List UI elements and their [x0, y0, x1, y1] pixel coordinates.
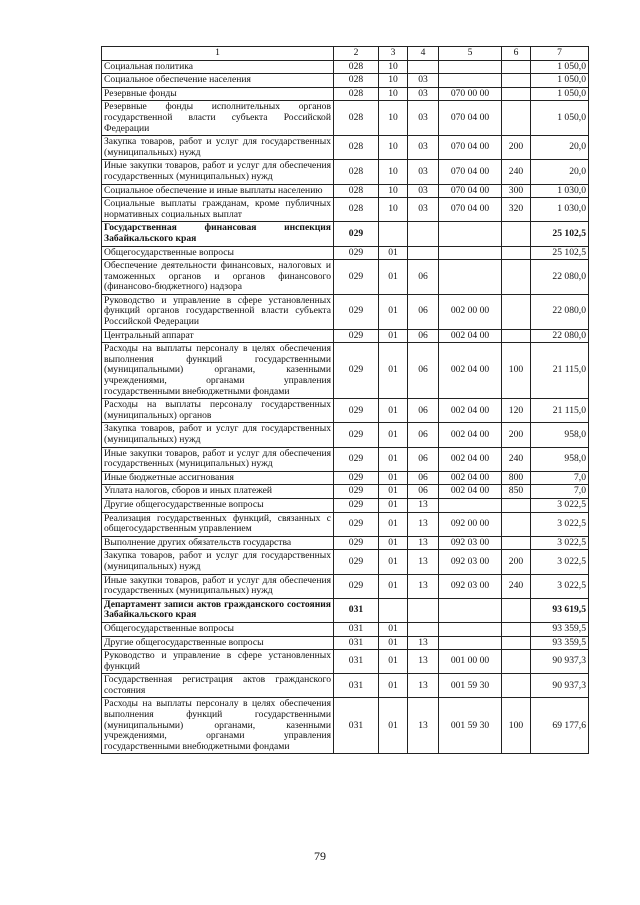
row-section-code: 10 — [379, 198, 408, 222]
row-expense-type-code — [502, 674, 531, 698]
row-target-code: 002 04 00 — [439, 343, 502, 399]
row-item-name: Расходы на выплаты персоналу в целях обеспечения выполнения функций государственными (муниципальными) органами, казенными учреждениями, органами управления государственными внебюджетными фондами — [102, 343, 334, 399]
row-section-code: 01 — [379, 536, 408, 550]
table-row — [102, 512, 589, 536]
row-subsection-code — [408, 222, 439, 246]
row-expense-type-code: 240 — [502, 447, 531, 471]
row-target-code: 070 04 00 — [439, 160, 502, 184]
row-expense-type-code — [502, 498, 531, 512]
row-ministry-code: 028 — [334, 184, 379, 198]
row-ministry-code: 031 — [334, 650, 379, 674]
row-ministry-code: 028 — [334, 74, 379, 88]
row-item-name: Иные бюджетные ассигнования — [102, 471, 334, 485]
row-expense-type-code — [502, 101, 531, 136]
row-target-code: 001 59 30 — [439, 674, 502, 698]
row-ministry-code: 031 — [334, 674, 379, 698]
page-number: 79 — [314, 849, 326, 863]
row-ministry-code: 028 — [334, 198, 379, 222]
row-amount: 90 937,3 — [531, 650, 589, 674]
table-row — [102, 184, 589, 198]
row-expense-type-code — [502, 74, 531, 88]
row-subsection-code: 13 — [408, 574, 439, 598]
row-item-name: Государственная регистрация актов гражданского состояния — [102, 674, 334, 698]
table-row — [102, 160, 589, 184]
header-cell-2: 2 — [334, 47, 379, 61]
row-amount: 958,0 — [531, 447, 589, 471]
row-target-code: 092 03 00 — [439, 536, 502, 550]
row-subsection-code: 06 — [408, 471, 439, 485]
row-expense-type-code — [502, 222, 531, 246]
row-section-code: 10 — [379, 74, 408, 88]
row-section-code: 10 — [379, 136, 408, 160]
row-section-code: 01 — [379, 246, 408, 260]
row-subsection-code: 06 — [408, 294, 439, 329]
row-ministry-code: 028 — [334, 136, 379, 160]
row-item-name: Государственная финансовая инспекция Забайкальского края — [102, 222, 334, 246]
row-target-code — [439, 498, 502, 512]
row-section-code: 10 — [379, 101, 408, 136]
row-target-code — [439, 636, 502, 650]
row-subsection-code: 13 — [408, 674, 439, 698]
row-expense-type-code — [502, 294, 531, 329]
row-target-code: 070 00 00 — [439, 87, 502, 101]
row-target-code: 002 04 00 — [439, 329, 502, 343]
row-expense-type-code — [502, 512, 531, 536]
table-row — [102, 498, 589, 512]
row-amount: 1 030,0 — [531, 184, 589, 198]
row-target-code: 002 04 00 — [439, 423, 502, 447]
row-subsection-code: 13 — [408, 550, 439, 574]
row-ministry-code: 029 — [334, 536, 379, 550]
row-expense-type-code — [502, 650, 531, 674]
row-target-code — [439, 74, 502, 88]
row-target-code — [439, 260, 502, 295]
row-section-code: 01 — [379, 447, 408, 471]
table-row — [102, 536, 589, 550]
row-ministry-code: 029 — [334, 294, 379, 329]
row-amount: 1 050,0 — [531, 101, 589, 136]
table-row — [102, 574, 589, 598]
header-cell-7: 7 — [531, 47, 589, 61]
row-target-code: 092 03 00 — [439, 550, 502, 574]
row-subsection-code: 13 — [408, 636, 439, 650]
row-item-name: Обеспечение деятельности финансовых, налоговых и таможенных органов и органов финансового (финансово-бюджетного) надзора — [102, 260, 334, 295]
row-section-code: 01 — [379, 550, 408, 574]
row-expense-type-code: 240 — [502, 160, 531, 184]
header-cell-3: 3 — [379, 47, 408, 61]
row-expense-type-code — [502, 598, 531, 622]
row-section-code: 10 — [379, 184, 408, 198]
row-ministry-code: 031 — [334, 598, 379, 622]
row-amount: 3 022,5 — [531, 574, 589, 598]
row-item-name: Социальное обеспечение населения — [102, 74, 334, 88]
row-ministry-code: 029 — [334, 550, 379, 574]
row-amount: 93 359,5 — [531, 636, 589, 650]
row-section-code: 01 — [379, 343, 408, 399]
row-target-code — [439, 222, 502, 246]
table-body — [102, 47, 589, 754]
row-amount: 25 102,5 — [531, 246, 589, 260]
row-expense-type-code: 100 — [502, 343, 531, 399]
row-amount: 25 102,5 — [531, 222, 589, 246]
table-row — [102, 622, 589, 636]
row-expense-type-code: 320 — [502, 198, 531, 222]
table-row — [102, 329, 589, 343]
row-section-code: 10 — [379, 160, 408, 184]
header-cell-6: 6 — [502, 47, 531, 61]
header-cell-1: 1 — [102, 47, 334, 61]
row-subsection-code — [408, 60, 439, 74]
row-subsection-code: 13 — [408, 498, 439, 512]
row-subsection-code: 13 — [408, 650, 439, 674]
table-row — [102, 423, 589, 447]
row-expense-type-code: 100 — [502, 698, 531, 754]
row-expense-type-code — [502, 622, 531, 636]
row-item-name: Выполнение других обязательств государства — [102, 536, 334, 550]
row-item-name: Руководство и управление в сфере установленных функций органов государственной власти субъекта Российской Федерации — [102, 294, 334, 329]
row-amount: 20,0 — [531, 136, 589, 160]
row-section-code: 01 — [379, 498, 408, 512]
row-amount: 3 022,5 — [531, 550, 589, 574]
table-row — [102, 60, 589, 74]
row-subsection-code: 03 — [408, 136, 439, 160]
row-ministry-code: 029 — [334, 399, 379, 423]
row-subsection-code — [408, 598, 439, 622]
table-row — [102, 260, 589, 295]
row-expense-type-code — [502, 60, 531, 74]
row-subsection-code: 06 — [408, 447, 439, 471]
row-expense-type-code: 200 — [502, 423, 531, 447]
row-ministry-code: 029 — [334, 471, 379, 485]
row-target-code: 002 00 00 — [439, 294, 502, 329]
row-section-code: 10 — [379, 60, 408, 74]
row-amount: 7,0 — [531, 471, 589, 485]
header-cell-4: 4 — [408, 47, 439, 61]
row-ministry-code: 029 — [334, 329, 379, 343]
budget-table — [101, 46, 589, 754]
row-section-code: 01 — [379, 698, 408, 754]
table-row — [102, 550, 589, 574]
row-ministry-code: 028 — [334, 160, 379, 184]
row-item-name: Расходы на выплаты персоналу в целях обеспечения выполнения функций государственными (муниципальными) органами, казенными учреждениями, органами управления государственными внебюджетными фондами — [102, 698, 334, 754]
row-expense-type-code: 120 — [502, 399, 531, 423]
row-amount: 22 080,0 — [531, 329, 589, 343]
table-row — [102, 222, 589, 246]
table-row — [102, 447, 589, 471]
row-ministry-code: 029 — [334, 222, 379, 246]
row-amount: 7,0 — [531, 485, 589, 499]
row-amount: 1 050,0 — [531, 60, 589, 74]
table-row — [102, 650, 589, 674]
row-item-name: Центральный аппарат — [102, 329, 334, 343]
table-row — [102, 636, 589, 650]
row-section-code: 01 — [379, 471, 408, 485]
row-expense-type-code — [502, 87, 531, 101]
table-row — [102, 246, 589, 260]
row-subsection-code: 03 — [408, 198, 439, 222]
table-row — [102, 674, 589, 698]
row-section-code: 01 — [379, 636, 408, 650]
row-subsection-code: 06 — [408, 423, 439, 447]
row-section-code: 01 — [379, 574, 408, 598]
row-item-name: Руководство и управление в сфере установленных функций — [102, 650, 334, 674]
row-item-name: Социальные выплаты гражданам, кроме публичных нормативных социальных выплат — [102, 198, 334, 222]
row-amount: 20,0 — [531, 160, 589, 184]
row-item-name: Общегосударственные вопросы — [102, 246, 334, 260]
row-amount: 69 177,6 — [531, 698, 589, 754]
row-item-name: Закупка товаров, работ и услуг для государственных (муниципальных) нужд — [102, 136, 334, 160]
table-row — [102, 294, 589, 329]
row-target-code — [439, 598, 502, 622]
row-amount: 90 937,3 — [531, 674, 589, 698]
row-ministry-code: 031 — [334, 636, 379, 650]
row-section-code: 10 — [379, 87, 408, 101]
row-subsection-code: 06 — [408, 343, 439, 399]
table-row — [102, 74, 589, 88]
row-ministry-code: 029 — [334, 498, 379, 512]
table-row — [102, 598, 589, 622]
row-ministry-code: 028 — [334, 60, 379, 74]
row-item-name: Социальная политика — [102, 60, 334, 74]
table-row — [102, 136, 589, 160]
row-item-name: Другие общегосударственные вопросы — [102, 498, 334, 512]
row-section-code: 01 — [379, 260, 408, 295]
row-subsection-code: 03 — [408, 160, 439, 184]
row-expense-type-code — [502, 636, 531, 650]
row-target-code: 070 04 00 — [439, 136, 502, 160]
row-amount: 1 030,0 — [531, 198, 589, 222]
row-target-code: 002 04 00 — [439, 471, 502, 485]
row-item-name: Иные закупки товаров, работ и услуг для обеспечения государственных (муниципальных) нужд — [102, 447, 334, 471]
row-subsection-code — [408, 246, 439, 260]
row-expense-type-code: 300 — [502, 184, 531, 198]
row-expense-type-code — [502, 329, 531, 343]
row-item-name: Закупка товаров, работ и услуг для государственных (муниципальных) нужд — [102, 550, 334, 574]
row-ministry-code: 029 — [334, 574, 379, 598]
row-subsection-code: 06 — [408, 485, 439, 499]
row-subsection-code: 06 — [408, 399, 439, 423]
row-ministry-code: 028 — [334, 87, 379, 101]
row-subsection-code: 13 — [408, 698, 439, 754]
row-item-name: Иные закупки товаров, работ и услуг для обеспечения государственных (муниципальных) нужд — [102, 160, 334, 184]
table-row — [102, 399, 589, 423]
row-section-code: 01 — [379, 650, 408, 674]
row-subsection-code: 03 — [408, 101, 439, 136]
row-amount: 3 022,5 — [531, 536, 589, 550]
row-item-name: Расходы на выплаты персоналу государственных (муниципальных) органов — [102, 399, 334, 423]
row-item-name: Иные закупки товаров, работ и услуг для обеспечения государственных (муниципальных) нужд — [102, 574, 334, 598]
row-ministry-code: 029 — [334, 343, 379, 399]
row-ministry-code: 028 — [334, 101, 379, 136]
row-amount: 21 115,0 — [531, 343, 589, 399]
row-amount: 22 080,0 — [531, 294, 589, 329]
table-row — [102, 87, 589, 101]
row-expense-type-code: 850 — [502, 485, 531, 499]
row-item-name: Другие общегосударственные вопросы — [102, 636, 334, 650]
row-section-code: 01 — [379, 399, 408, 423]
row-item-name: Резервные фонды — [102, 87, 334, 101]
row-item-name: Общегосударственные вопросы — [102, 622, 334, 636]
row-ministry-code: 029 — [334, 485, 379, 499]
row-subsection-code: 03 — [408, 87, 439, 101]
row-ministry-code: 029 — [334, 512, 379, 536]
row-subsection-code: 13 — [408, 512, 439, 536]
row-subsection-code: 06 — [408, 260, 439, 295]
row-item-name: Уплата налогов, сборов и иных платежей — [102, 485, 334, 499]
row-section-code: 01 — [379, 485, 408, 499]
row-expense-type-code — [502, 536, 531, 550]
row-item-name: Резервные фонды исполнительных органов государственной власти субъекта Российской Федерации — [102, 101, 334, 136]
row-section-code: 01 — [379, 423, 408, 447]
row-subsection-code: 06 — [408, 329, 439, 343]
row-amount: 3 022,5 — [531, 512, 589, 536]
row-section-code: 01 — [379, 294, 408, 329]
table-row — [102, 101, 589, 136]
row-expense-type-code: 200 — [502, 136, 531, 160]
row-amount: 21 115,0 — [531, 399, 589, 423]
row-target-code: 092 03 00 — [439, 574, 502, 598]
row-target-code: 001 00 00 — [439, 650, 502, 674]
row-item-name: Закупка товаров, работ и услуг для государственных (муниципальных) нужд — [102, 423, 334, 447]
row-section-code — [379, 222, 408, 246]
row-section-code: 01 — [379, 622, 408, 636]
row-target-code: 070 04 00 — [439, 101, 502, 136]
row-ministry-code: 029 — [334, 423, 379, 447]
row-ministry-code: 029 — [334, 246, 379, 260]
row-amount: 958,0 — [531, 423, 589, 447]
row-amount: 1 050,0 — [531, 87, 589, 101]
row-subsection-code: 03 — [408, 184, 439, 198]
row-item-name: Департамент записи актов гражданского состояния Забайкальского края — [102, 598, 334, 622]
row-amount: 22 080,0 — [531, 260, 589, 295]
row-subsection-code: 03 — [408, 74, 439, 88]
table-row — [102, 698, 589, 754]
row-amount: 93 359,5 — [531, 622, 589, 636]
row-amount: 3 022,5 — [531, 498, 589, 512]
row-target-code: 092 00 00 — [439, 512, 502, 536]
row-target-code — [439, 60, 502, 74]
table-header-row — [102, 47, 589, 61]
row-ministry-code: 029 — [334, 447, 379, 471]
row-section-code: 01 — [379, 512, 408, 536]
table-row — [102, 471, 589, 485]
row-target-code: 002 04 00 — [439, 399, 502, 423]
row-subsection-code — [408, 622, 439, 636]
row-section-code: 01 — [379, 674, 408, 698]
row-target-code — [439, 246, 502, 260]
row-expense-type-code: 800 — [502, 471, 531, 485]
row-ministry-code: 029 — [334, 260, 379, 295]
row-expense-type-code: 240 — [502, 574, 531, 598]
row-target-code: 070 04 00 — [439, 184, 502, 198]
row-expense-type-code — [502, 246, 531, 260]
row-target-code: 001 59 30 — [439, 698, 502, 754]
row-section-code: 01 — [379, 329, 408, 343]
row-ministry-code: 031 — [334, 698, 379, 754]
row-expense-type-code: 200 — [502, 550, 531, 574]
row-target-code — [439, 622, 502, 636]
table-row — [102, 198, 589, 222]
row-item-name: Социальное обеспечение и иные выплаты населению — [102, 184, 334, 198]
row-target-code: 002 04 00 — [439, 485, 502, 499]
row-target-code: 002 04 00 — [439, 447, 502, 471]
row-target-code: 070 04 00 — [439, 198, 502, 222]
header-cell-5: 5 — [439, 47, 502, 61]
row-amount: 1 050,0 — [531, 74, 589, 88]
row-amount: 93 619,5 — [531, 598, 589, 622]
row-item-name: Реализация государственных функций, связанных с общегосударственным управлением — [102, 512, 334, 536]
table-row — [102, 485, 589, 499]
row-section-code — [379, 598, 408, 622]
row-subsection-code: 13 — [408, 536, 439, 550]
row-ministry-code: 031 — [334, 622, 379, 636]
table-row — [102, 343, 589, 399]
row-expense-type-code — [502, 260, 531, 295]
